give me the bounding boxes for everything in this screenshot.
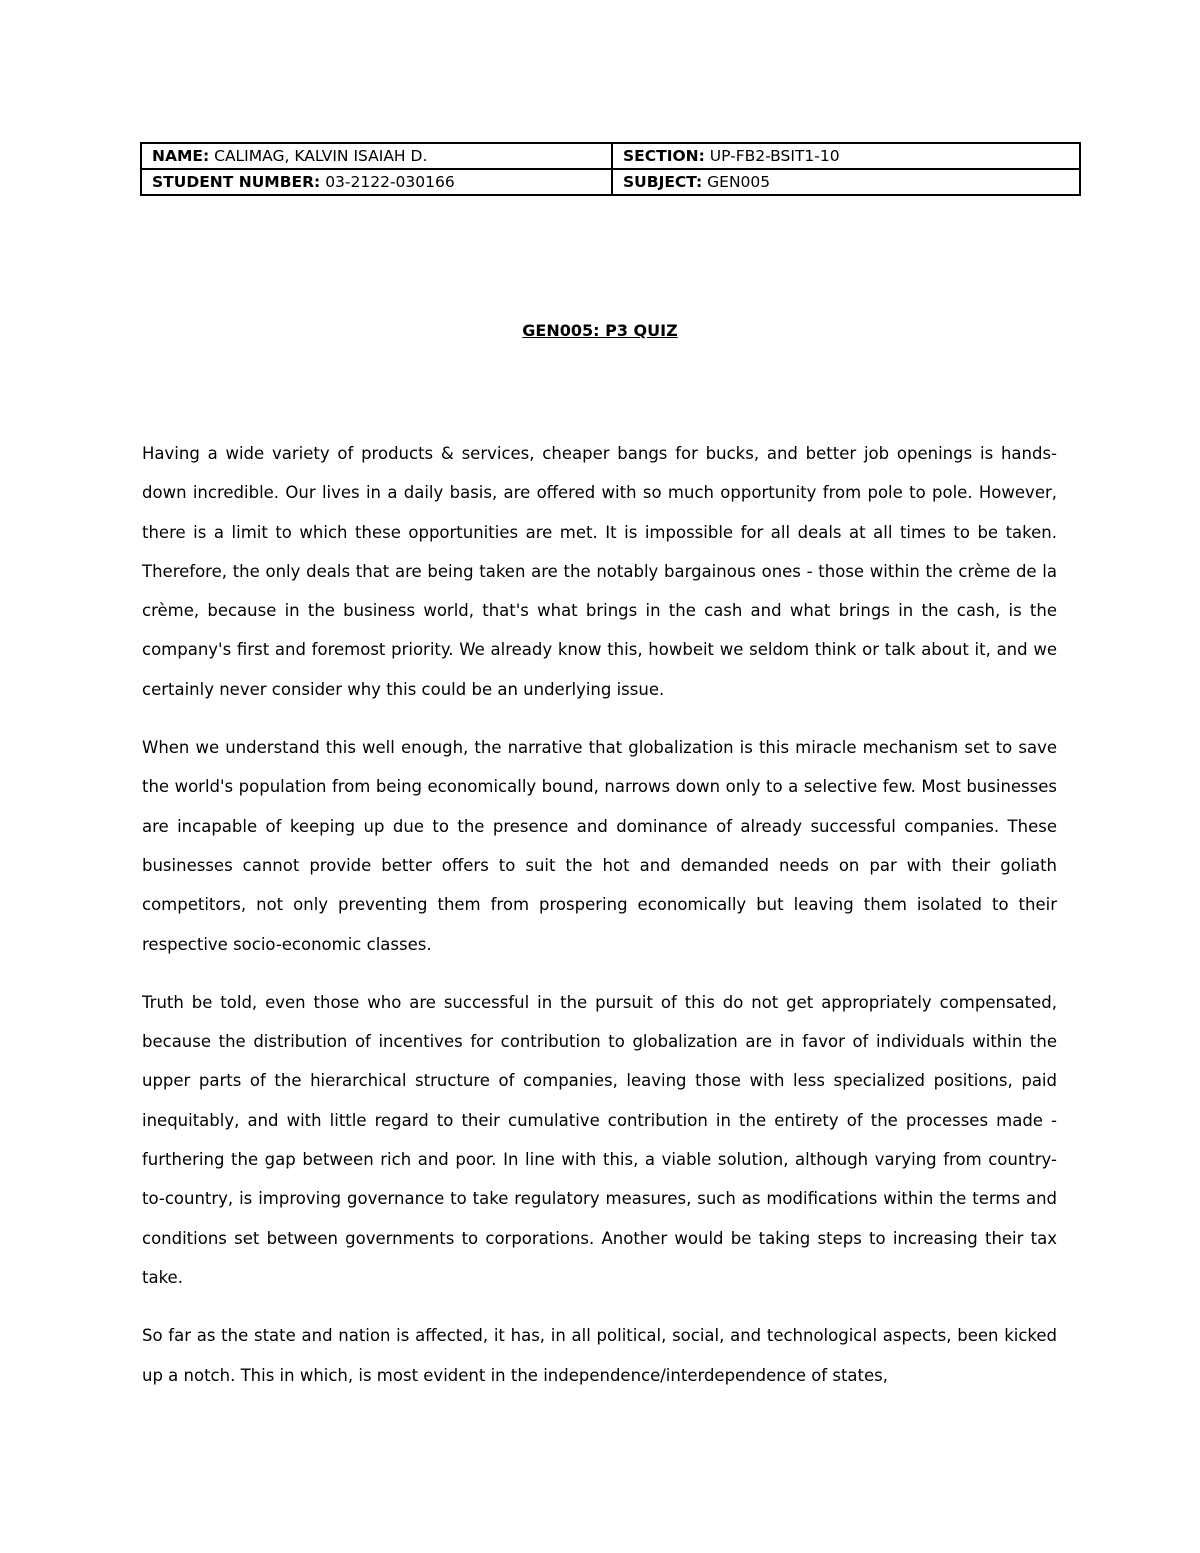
paragraph: Truth be told, even those who are successful in the pursuit of this do not get appropriately compensated, because the distribution of incentives for contribution to globalization are in favor of individuals within the upper parts of the hierarchical structure of companies, leaving those with less specialized positions, paid inequitably, and with little regard to their cumulative contribution in the entirety of the processes made - furthering the gap between rich and poor. In line with this, a viable solution, although varying from country-to-country, is improving governance to take regulatory measures, such as modifications within the terms and conditions set between governments to corporations. Another would be taking steps to increasing their tax take. (142, 992, 1057, 1287)
section-value: UP-FB2-BSIT1-10 (709, 147, 840, 165)
document-title: GEN005: P3 QUIZ (522, 321, 678, 340)
name-cell (141, 143, 612, 169)
student-info-row (141, 143, 1080, 169)
student-number-label: STUDENT NUMBER: (152, 173, 321, 191)
name-value: CALIMAG, KALVIN ISAIAH D. (214, 147, 428, 165)
section-cell (612, 143, 1080, 169)
paragraph: So far as the state and nation is affected, it has, in all political, social, and technological aspects, been kicked up a notch. This in which, is most evident in the independence/interdependence of states, (142, 1326, 1057, 1385)
essay-body (142, 434, 1057, 1414)
section-label: SECTION: (623, 147, 705, 165)
student-number-cell (141, 169, 612, 195)
student-info-row (141, 169, 1080, 195)
subject-value: GEN005 (707, 173, 771, 191)
subject-cell (612, 169, 1080, 195)
name-label: NAME: (152, 147, 210, 165)
paragraph: Having a wide variety of products & services, cheaper bangs for bucks, and better job openings is hands-down incredible. Our lives in a daily basis, are offered with so much opportunity from pole to pole. However, there is a limit to which these opportunities are met. It is impossible for all deals at all times to be taken. Therefore, the only deals that are being taken are the notably bargainous ones - those within the crème de la crème, because in the business world, that's what brings in the cash and what brings in the cash, is the company's first and foremost priority. We already know this, howbeit we seldom think or talk about it, and we certainly never consider why this could be an underlying issue. (142, 444, 1057, 699)
paragraph: When we understand this well enough, the narrative that globalization is this miracle mechanism set to save the world's population from being economically bound, narrows down only to a selective few. Most businesses are incapable of keeping up due to the presence and dominance of already successful companies. These businesses cannot provide better offers to suit the hot and demanded needs on par with their goliath competitors, not only preventing them from prospering economically but leaving them isolated to their respective socio-economic classes. (142, 738, 1057, 954)
subject-label: SUBJECT: (623, 173, 703, 191)
student-number-value: 03-2122-030166 (325, 173, 455, 191)
student-info-table (140, 142, 1081, 196)
